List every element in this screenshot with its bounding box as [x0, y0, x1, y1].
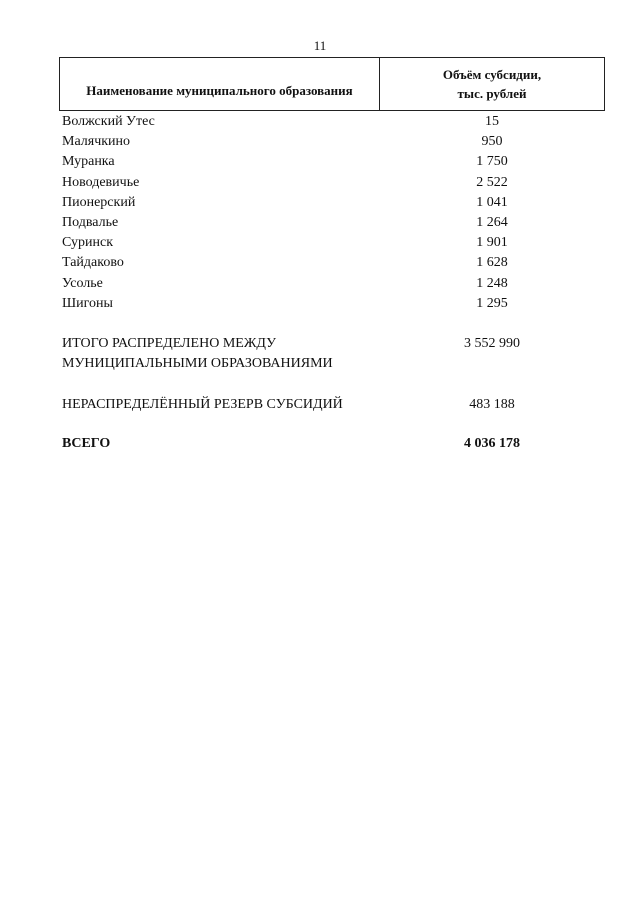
municipality-name: Суринск: [62, 235, 113, 251]
subsidy-value: 1 901: [476, 235, 508, 251]
subsidy-value: 1 628: [476, 255, 508, 271]
municipality-name: Волжский Утес: [62, 114, 155, 130]
table-row: [62, 132, 605, 152]
subsidy-value: 1 295: [476, 295, 508, 311]
table-row: [62, 152, 605, 172]
grand-total-value: 4 036 178: [464, 436, 520, 451]
subsidy-value: 950: [481, 134, 503, 150]
distributed-total-row: [62, 334, 605, 374]
table-row: [62, 233, 605, 253]
page-number: 11: [313, 38, 327, 53]
header-value-column: [380, 58, 604, 110]
table-row: [62, 112, 605, 132]
municipality-name: Малячкино: [62, 134, 131, 150]
table-row: [62, 294, 605, 314]
header-name-column: Наименование муниципального образования: [60, 58, 380, 110]
table-row: [62, 213, 605, 233]
table-row: [62, 253, 605, 273]
subsidy-value: 15: [485, 114, 499, 130]
subsidy-value: 1 041: [476, 194, 508, 210]
municipality-name: Подвалье: [62, 215, 119, 231]
municipality-name: Пионерский: [62, 194, 136, 210]
subsidy-value: 1 750: [476, 154, 508, 170]
reserve-label: НЕРАСПРЕДЕЛЁННЫЙ РЕЗЕРВ СУБСИДИЙ: [62, 397, 343, 412]
header-value-line2: тыс. рублей: [457, 86, 527, 101]
distributed-total-value: 3 552 990: [464, 336, 520, 351]
municipality-name: Шигоны: [62, 295, 113, 311]
grand-total-row: [62, 434, 605, 454]
subsidy-value: 1 264: [476, 215, 508, 231]
municipality-name: Муранка: [62, 154, 115, 170]
reserve-row: [62, 395, 605, 415]
table-row: [62, 274, 605, 294]
distributed-total-label: [62, 334, 382, 374]
reserve-value: 483 188: [469, 397, 515, 412]
subsidy-value: 2 522: [476, 174, 508, 190]
subsidy-value: 1 248: [476, 275, 508, 291]
table-row: [62, 193, 605, 213]
grand-total-label: ВСЕГО: [62, 436, 111, 451]
municipality-name: Тайдаково: [62, 255, 124, 271]
municipality-name: Новодевичье: [62, 174, 140, 190]
municipality-name: Усолье: [62, 275, 103, 291]
table-body: [62, 112, 605, 314]
table-row: [62, 173, 605, 193]
distributed-label-line1: ИТОГО РАСПРЕДЕЛЕНО МЕЖДУ: [62, 336, 276, 351]
header-value-line1: Объём субсидии,: [442, 67, 542, 82]
distributed-label-line2: МУНИЦИПАЛЬНЫМИ ОБРАЗОВАНИЯМИ: [62, 356, 333, 371]
table-header: [59, 57, 605, 111]
